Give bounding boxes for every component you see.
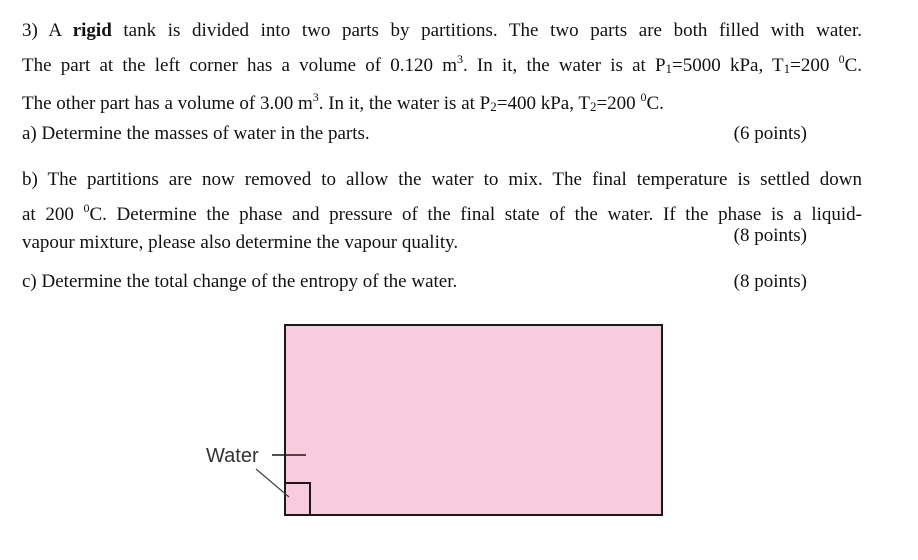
degree-superscript: 0 (83, 201, 90, 215)
t1-subscript: 1 (783, 61, 791, 76)
problem-number: 3) (22, 20, 38, 41)
p1-subscript: 1 (665, 61, 673, 76)
p1-value: =5000 kPa, T (672, 55, 784, 76)
part-b-line-1: b) The partitions are now removed to allow the water to mix. The final temperature is settled down (22, 169, 862, 190)
part-b-points: (8 points) (733, 225, 807, 246)
water-label: Water (206, 445, 259, 467)
final-temp-text: at 200 (22, 204, 84, 225)
degree-superscript: 0 (640, 90, 647, 104)
celsius-unit: C. (844, 55, 862, 76)
part-a-question: a) Determine the masses of water in the parts. (22, 123, 370, 144)
t1-value: =200 (790, 55, 839, 76)
volume-2-text: The other part has a volume of 3.00 m (22, 93, 313, 114)
part-a-points: (6 points) (733, 123, 807, 144)
intro-word: A (48, 20, 62, 41)
t2-value: =200 (596, 93, 641, 114)
part-c-question: c) Determine the total change of the entropy of the water. (22, 271, 458, 292)
rigid-tank (285, 325, 662, 515)
celsius-unit: C. (646, 93, 664, 114)
p2-subscript: 2 (490, 99, 497, 114)
part-c-points: (8 points) (733, 271, 807, 292)
intro-text: tank is divided into two parts by partitions. The two parts are both filled with water. (123, 20, 862, 41)
cubic-superscript: 3 (457, 52, 463, 66)
phase-question-text: C. Determine the phase and pressure of the final state of the water. If the phase is a liquid- (89, 204, 863, 225)
quality-question-text: vapour mixture, please also determine the vapour quality. (22, 232, 459, 253)
p2-value: =400 kPa, T (496, 93, 590, 114)
volume-1-text: The part at the left corner has a volume of 0.120 m (22, 55, 457, 76)
cubic-superscript: 3 (312, 90, 319, 104)
state-2-text: . In it, the water is at P (318, 93, 491, 114)
t2-subscript: 2 (589, 99, 597, 114)
degree-superscript: 0 (838, 52, 845, 66)
state-1-text: . In it, the water is at P (463, 55, 666, 76)
rigid-emphasis: rigid (72, 20, 112, 41)
